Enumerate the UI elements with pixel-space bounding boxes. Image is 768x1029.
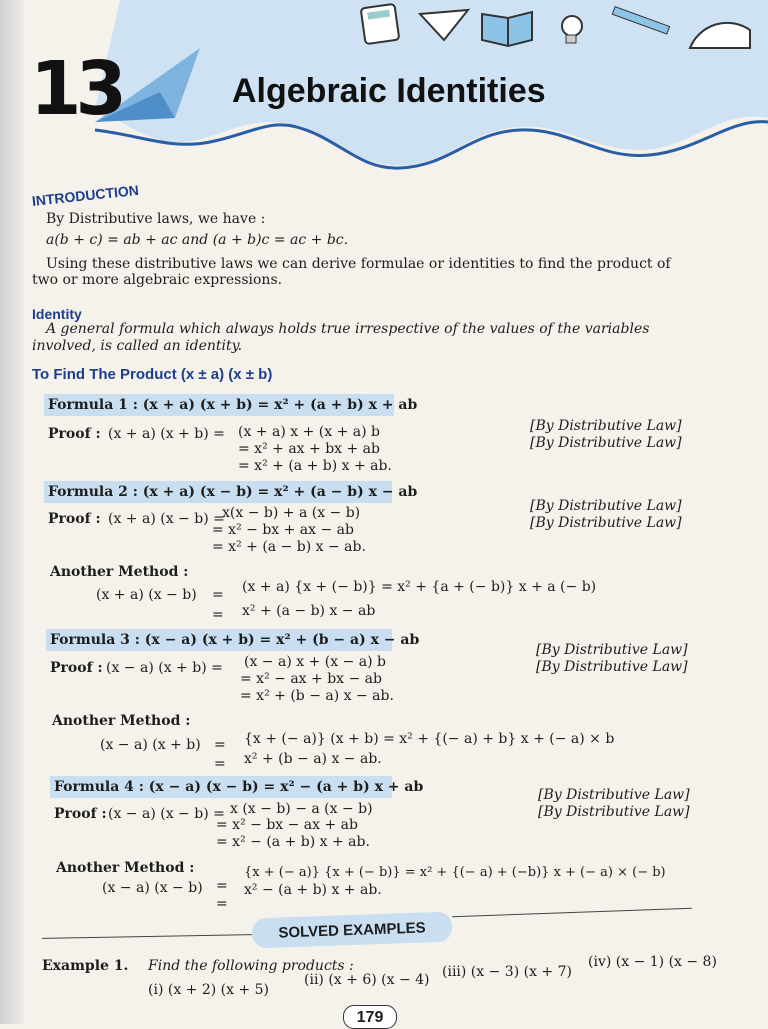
example-prompt: Find the following products : [148,958,354,974]
f3-step-1: (x − a) x + (x − a) b [244,654,386,670]
f4-am-eq-2: = [216,896,228,912]
f4-am-step-2: x² − (a + b) x + ab. [244,882,382,898]
f2-am-lhs: (x + a) (x − b) [96,587,197,603]
page-number-text: 179 [356,1009,384,1026]
another-method-label-3: Another Method : [52,713,191,729]
chapter-title: Algebraic Identities [232,72,546,110]
f3-step-2: = x² − ax + bx − ab [240,671,382,687]
chapter-number: 13 [30,46,121,132]
f1-reason-1: [By Distributive Law] [530,418,682,434]
f3-step-3: = x² + (b − a) x − ab. [240,688,394,704]
identity-line-2: involved, is called an identity. [32,338,243,354]
f4-reason-1: [By Distributive Law] [538,787,690,803]
example-part-iv: (iv) (x − 1) (x − 8) [588,954,717,970]
proof-label-3: Proof : [50,660,103,676]
intro-heading: INTRODUCTION [31,181,140,209]
example-label: Example 1. [42,958,129,974]
f2-am-eq-2: = [212,607,224,623]
f3-am-step-1: {x + (− a)} (x + b) = x² + {(− a) + b} x + (− a) × b [244,731,615,747]
f2-am-step-2: x² + (a − b) x − ab [242,603,376,619]
f3-am-lhs: (x − a) (x + b) [100,737,201,753]
divider-right [452,908,692,917]
example-part-iii: (iii) (x − 3) (x + 7) [442,964,572,980]
f2-step-3: = x² + (a − b) x − ab. [212,539,366,555]
f1-step-3: = x² + (a + b) x + ab. [238,458,392,474]
product-heading: To Find The Product (x ± a) (x ± b) [32,366,273,383]
solved-examples-badge [252,912,453,949]
f3-am-step-2: x² + (b − a) x − ab. [244,751,382,767]
formula-4: Formula 4 : (x − a) (x − b) = x² − (a + b) x + ab [54,779,424,795]
f4-am-eq-1: = [216,878,228,894]
f3-am-eq-2: = [214,756,226,772]
another-method-label-4: Another Method : [56,860,195,876]
formula-1: Formula 1 : (x + a) (x + b) = x² + (a + b) x + ab [48,397,418,413]
f2-am-step-1: (x + a) {x + (− b)} = x² + {a + (− b)} x + a (− b) [242,579,597,595]
page-number [343,1005,397,1029]
proof-label-4: Proof : [54,806,107,822]
f3-reason-1: [By Distributive Law] [536,642,688,658]
f1-lhs: (x + a) (x + b) = [108,426,225,442]
f2-step-2: = x² − bx + ax − ab [212,522,354,538]
intro-line-1: By Distributive laws, we have : [46,211,266,227]
solved-examples-title: SOLVED EXAMPLES [278,919,426,942]
f3-lhs: (x − a) (x + b) = [106,660,223,676]
another-method-label-2: Another Method : [50,564,189,580]
calculator-icon [361,4,400,44]
f3-reason-2: [By Distributive Law] [536,659,688,675]
f2-reason-1: [By Distributive Law] [530,498,682,514]
divider-left [42,934,252,939]
f3-am-eq-1: = [214,737,226,753]
f4-lhs: (x − a) (x − b) = [108,806,225,822]
f1-step-2: = x² + ax + bx + ab [238,441,380,457]
f4-step-1: x (x − b) − a (x − b) [230,801,373,817]
proof-label-1: Proof : [48,426,101,442]
f4-step-3: = x² − (a + b) x + ab. [216,834,370,850]
f2-lhs: (x + a) (x − b) = [108,511,225,527]
example-part-i: (i) (x + 2) (x + 5) [148,982,270,998]
intro-line-4: two or more algebraic expressions. [32,272,283,288]
f1-reason-2: [By Distributive Law] [530,435,682,451]
example-part-ii: (ii) (x + 6) (x − 4) [304,972,430,988]
proof-label-2: Proof : [48,511,101,527]
f4-step-2: = x² − bx − ax + ab [216,817,358,833]
f4-am-step-1: {x + (− a)} {x + (− b)} = x² + {(− a) + (−b)} x + (− a) × (− b) [244,865,666,880]
f2-step-1: x(x − b) + a (x − b) [222,505,361,521]
identity-heading: Identity [32,306,82,322]
book-icon [482,12,532,46]
formula-3: Formula 3 : (x − a) (x + b) = x² + (b − a) x − ab [50,632,420,648]
f2-am-eq-1: = [212,587,224,603]
f4-reason-2: [By Distributive Law] [538,804,690,820]
identity-line-1: A general formula which always holds true irrespective of the values of the variables [46,321,650,337]
intro-line-2: a(b + c) = ab + ac and (a + b)c = ac + bc. [46,232,349,248]
formula-2: Formula 2 : (x + a) (x − b) = x² + (a − b) x − ab [48,484,418,500]
f2-reason-2: [By Distributive Law] [530,515,682,531]
intro-line-3: Using these distributive laws we can derive formulae or identities to find the product of [46,256,671,272]
f1-step-1: (x + a) x + (x + a) b [238,424,380,440]
f4-am-lhs: (x − a) (x − b) [102,880,203,896]
